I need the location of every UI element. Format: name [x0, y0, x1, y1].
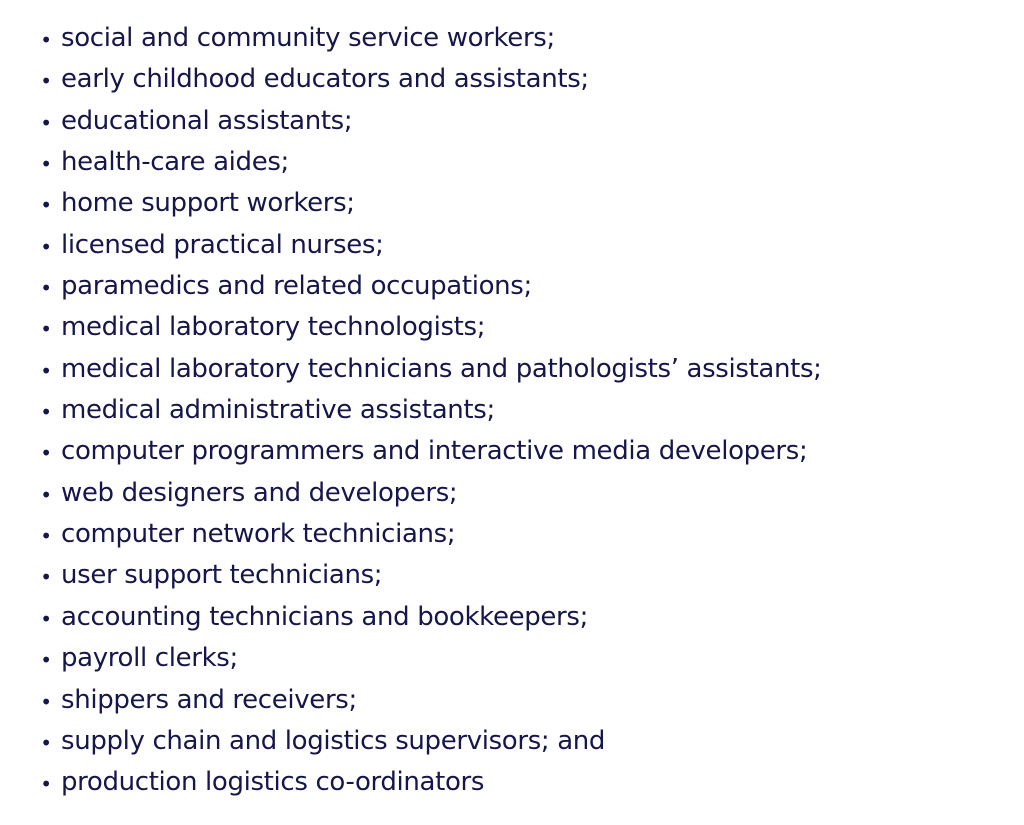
list-item [0, 390, 822, 431]
list-item [0, 721, 822, 762]
list-item [0, 431, 822, 472]
list-item-text: web designers and developers; [61, 477, 458, 508]
bullet-icon: • [40, 648, 52, 673]
list-item [0, 183, 822, 224]
list-item-text: user support technicians; [61, 560, 383, 591]
list-item [0, 59, 822, 100]
bullet-icon: • [40, 193, 52, 218]
list-item-text: health-care aides; [61, 147, 289, 178]
bullet-icon: • [40, 276, 52, 301]
bullet-icon: • [40, 606, 52, 631]
list-item-text: supply chain and logistics supervisors; and [61, 725, 606, 756]
bullet-icon: • [40, 152, 52, 177]
list-item-text: licensed practical nurses; [61, 229, 384, 260]
list-item-text: shippers and receivers; [61, 684, 357, 715]
bullet-icon: • [40, 482, 52, 507]
bullet-icon: • [40, 689, 52, 714]
list-item [0, 266, 822, 307]
list-item-text: production logistics co-ordinators [61, 767, 485, 798]
list-item-text: early childhood educators and assistants; [61, 64, 589, 95]
list-item [0, 349, 822, 390]
list-item-text: computer network technicians; [61, 519, 456, 550]
list-item-text: educational assistants; [61, 105, 353, 136]
list-item [0, 473, 822, 514]
list-item-text: social and community service workers; [61, 23, 555, 53]
bullet-icon: • [40, 400, 52, 425]
list-item-text: paramedics and related occupations; [61, 271, 532, 302]
list-item [0, 638, 822, 679]
bullet-icon: • [40, 358, 52, 383]
list-item [0, 225, 822, 266]
list-item [0, 18, 822, 59]
occupation-list [0, 18, 822, 804]
bullet-icon: • [40, 524, 52, 549]
list-item-text: home support workers; [61, 188, 355, 219]
bullet-icon: • [40, 730, 52, 755]
list-item-text: computer programmers and interactive media developers; [61, 436, 808, 467]
bullet-icon: • [40, 28, 52, 52]
list-item-text: payroll clerks; [61, 643, 238, 674]
bullet-icon: • [40, 317, 52, 342]
list-item-text: medical administrative assistants; [61, 395, 495, 426]
list-item [0, 307, 822, 348]
bullet-icon: • [40, 110, 52, 135]
list-item [0, 555, 822, 596]
bullet-icon: • [40, 69, 52, 94]
list-item [0, 680, 822, 721]
bullet-icon: • [40, 772, 52, 797]
list-item [0, 597, 822, 638]
bullet-icon: • [40, 234, 52, 259]
list-item-text: accounting technicians and bookkeepers; [61, 601, 588, 632]
list-item-text: medical laboratory technologists; [61, 312, 486, 343]
list-item [0, 142, 822, 183]
list-item [0, 514, 822, 555]
bullet-icon: • [40, 441, 52, 466]
list-item-text: medical laboratory technicians and pathologists’ assistants; [61, 353, 822, 384]
bullet-icon: • [40, 565, 52, 590]
list-item [0, 762, 822, 803]
list-item [0, 101, 822, 142]
